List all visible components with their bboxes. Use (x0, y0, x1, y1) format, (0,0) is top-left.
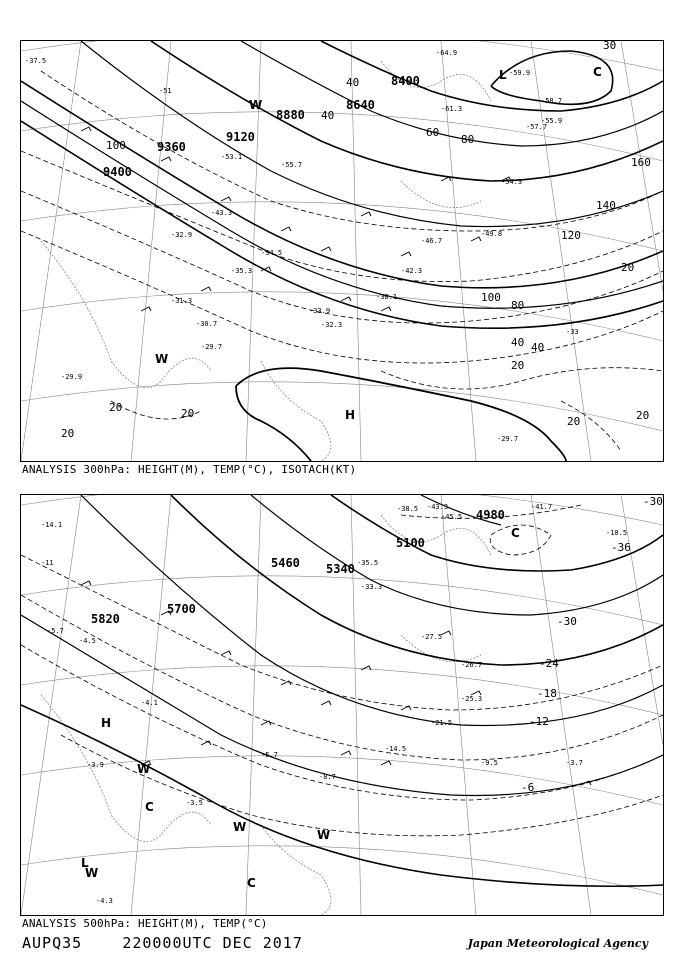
chart-500hpa-caption: ANALYSIS 500hPa: HEIGHT(M), TEMP(°C) (22, 917, 268, 930)
station-temp: -38.1 (376, 293, 398, 301)
station-temp: -41.7 (531, 503, 553, 511)
station-temp: -5.7 (261, 751, 278, 759)
isotach-label: 20 (61, 427, 75, 440)
station-temp: -38.5 (397, 505, 419, 513)
station-temp: -30.7 (196, 320, 218, 328)
station-temp: -43.3 (427, 503, 449, 511)
temp-label: -18 (537, 687, 557, 700)
isotach-label: 100 (106, 139, 126, 152)
wind-barbs (81, 127, 511, 311)
cold-center: C (247, 876, 256, 890)
station-temp: -61.3 (441, 105, 463, 113)
station-temp: -59.9 (509, 69, 531, 77)
station-temp: -29.7 (201, 343, 223, 351)
station-temp: -53.1 (221, 153, 243, 161)
low-center: L (81, 856, 89, 870)
isotach-label: 40 (531, 341, 545, 354)
isotach-label: 60 (426, 126, 440, 139)
high-center: H (101, 716, 112, 730)
height-label: 8880 (276, 108, 305, 122)
station-temp: -32.3 (321, 321, 343, 329)
chart-300hpa (20, 40, 664, 462)
station-temp: -34.5 (261, 249, 283, 257)
station-temp: -43.3 (211, 209, 233, 217)
temp-label: -6 (521, 781, 535, 794)
isotach-label: 160 (631, 156, 651, 169)
station-temp: -3.5 (186, 799, 203, 807)
station-temp: -21.5 (431, 719, 453, 727)
isotach-label: 40 (346, 76, 360, 89)
station-temp: -46.7 (421, 237, 443, 245)
wind-barbs (81, 581, 591, 785)
isotach-label: 30 (603, 41, 617, 52)
station-temp: -5.7 (47, 627, 64, 635)
height-label: 5820 (91, 612, 120, 626)
station-temp: -4.1 (141, 699, 158, 707)
chart-500hpa (20, 494, 664, 916)
height-contours (21, 495, 663, 886)
station-temp: -29.9 (61, 373, 83, 381)
height-label: 9360 (157, 140, 186, 154)
station-temp: -3.9 (87, 761, 104, 769)
chart-300hpa-caption: ANALYSIS 300hPa: HEIGHT(M), TEMP(°C), ISOTACH(KT) (22, 463, 357, 476)
warm-center: W (233, 820, 247, 834)
graticule (21, 495, 663, 915)
station-temp: -29.7 (497, 435, 519, 443)
isotach-label: 20 (511, 359, 525, 372)
temp-label: -30 (643, 495, 663, 508)
chart-300hpa-map (21, 41, 663, 461)
station-temp: -4.3 (96, 897, 113, 905)
station-temp: -35.3 (231, 267, 253, 275)
height-label: 9400 (103, 165, 132, 179)
station-temp: -54.3 (501, 178, 523, 186)
isotach-label: 120 (561, 229, 581, 242)
height-label: 8400 (391, 74, 420, 88)
isotherms (21, 71, 663, 451)
warm-center: W (137, 762, 151, 776)
height-label: 5460 (271, 556, 300, 570)
valid-time: 220000UTC DEC 2017 (122, 934, 303, 952)
isotach-label: 40 (511, 336, 525, 349)
isotherms (21, 505, 663, 836)
station-temp: -3.7 (566, 759, 583, 767)
station-temp: -32.9 (171, 231, 193, 239)
temp-label: -36 (611, 541, 631, 554)
bulletin-code: AUPQ35 (22, 934, 83, 952)
chart-500hpa-map (21, 495, 663, 915)
warm-center: W (85, 866, 99, 880)
station-temp: -8.7 (319, 773, 336, 781)
cold-center: C (593, 65, 602, 79)
isotach-label: 20 (181, 407, 195, 420)
isotach-label: 100 (481, 291, 501, 304)
station-temp: -10.5 (606, 529, 628, 537)
temp-label: -24 (539, 657, 559, 670)
isotach-label: 80 (461, 133, 475, 146)
station-temp: -37.5 (25, 57, 47, 65)
isotach-label: 20 (636, 409, 650, 422)
cold-center: C (511, 526, 520, 540)
temp-label: -12 (529, 715, 549, 728)
height-contours (21, 41, 663, 461)
station-temp: -55.7 (281, 161, 303, 169)
isotach-label: 80 (511, 299, 525, 312)
height-label: 9120 (226, 130, 255, 144)
temp-label: -30 (557, 615, 577, 628)
station-temp: -31.3 (171, 297, 193, 305)
station-temp: -51 (159, 87, 172, 95)
isotach-label: 20 (109, 401, 123, 414)
station-temp: -49.8 (481, 230, 503, 238)
high-center: H (345, 408, 356, 422)
station-temp: -25.3 (461, 695, 483, 703)
station-temp: -33.9 (309, 307, 331, 315)
station-temp: -35.5 (357, 559, 379, 567)
isotach-label: 140 (596, 199, 616, 212)
station-temp: -57.7 (526, 123, 548, 131)
warm-center: W (249, 98, 263, 112)
station-temp: -33.3 (361, 583, 383, 591)
height-label: 4980 (476, 508, 505, 522)
agency-name: Japan Meteorological Agency (467, 937, 648, 950)
station-temp: -42.3 (401, 267, 423, 275)
station-temp: -26.7 (461, 661, 483, 669)
isotach-label: 20 (621, 261, 635, 274)
height-label: 5100 (396, 536, 425, 550)
station-temp: -14.1 (41, 521, 63, 529)
warm-center: W (155, 352, 169, 366)
height-label: 5340 (326, 562, 355, 576)
low-center: L (499, 68, 507, 82)
height-label: 5700 (167, 602, 196, 616)
station-temp: -64.9 (436, 49, 458, 57)
height-label: 8640 (346, 98, 375, 112)
coastlines (41, 515, 491, 915)
station-temp: -4.5 (79, 637, 96, 645)
station-temp: -9.5 (481, 759, 498, 767)
station-temp: -14.5 (385, 745, 407, 753)
station-temp: -33 (566, 328, 579, 336)
warm-center: W (317, 828, 331, 842)
chart-identifier (22, 934, 303, 952)
isotach-label: 20 (567, 415, 581, 428)
station-temp: -11 (41, 559, 54, 567)
station-temp: -27.5 (421, 633, 443, 641)
cold-center: C (145, 800, 154, 814)
station-temp: -58.7 (541, 97, 563, 105)
isotach-label: 40 (321, 109, 335, 122)
station-temp: -45.5 (441, 513, 463, 521)
station-temp: -55.9 (541, 117, 563, 125)
